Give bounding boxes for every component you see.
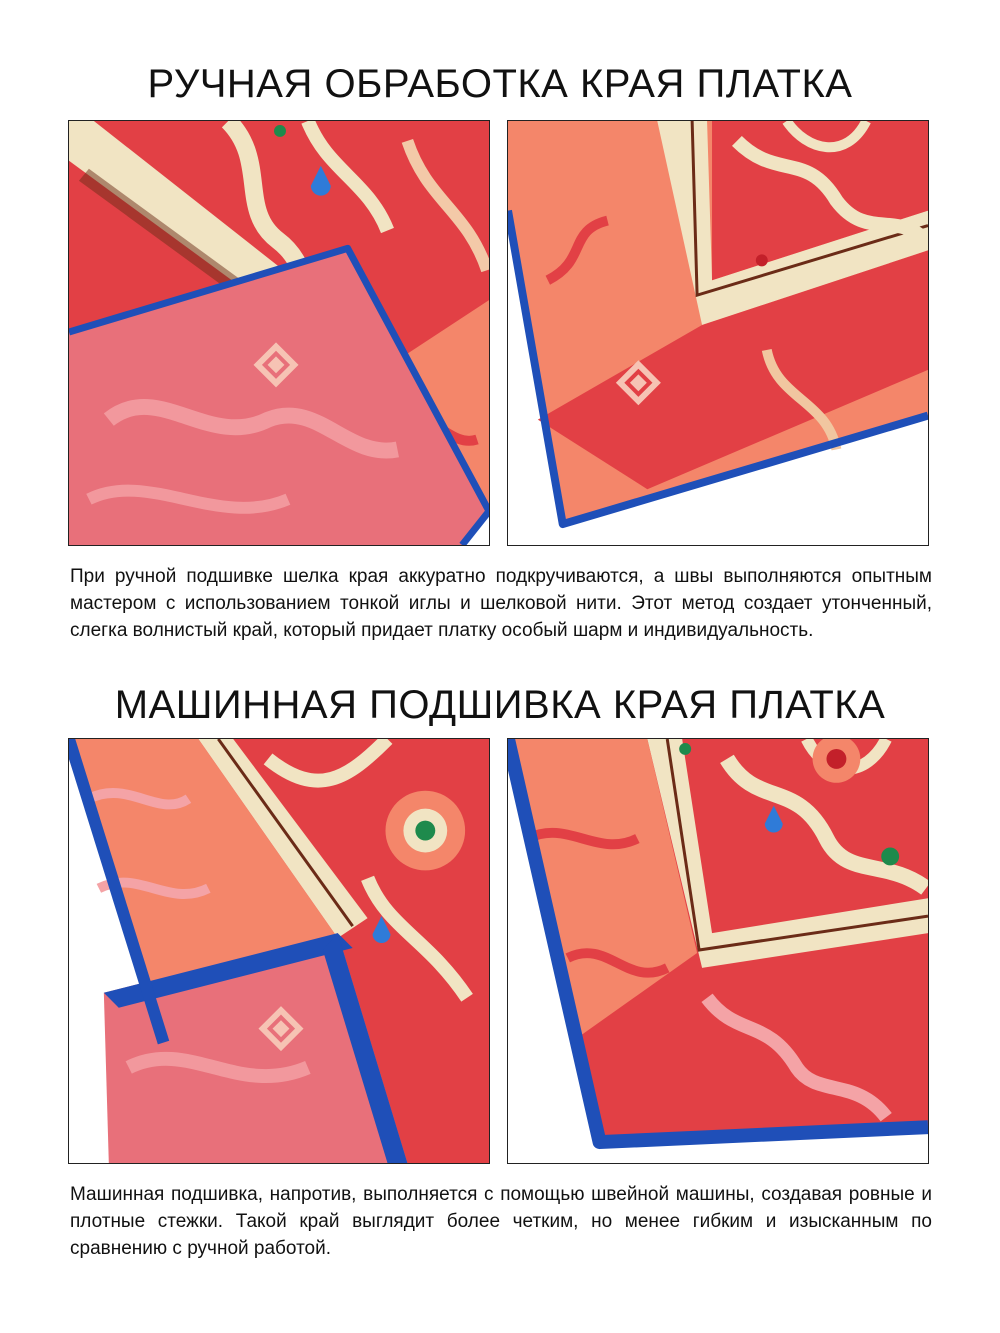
machine-hem-description: Машинная подшивка, напротив, выполняется с помощью швейной машины, создавая ровные и плотные стежки. Такой край выглядит более четким, но менее гибким и изысканным по сравнению с ручной работой. xyxy=(70,1184,932,1259)
machine-hem-folded-corner-photo xyxy=(68,738,490,1164)
hand-hem-folded-corner-photo xyxy=(68,120,490,546)
hand-hem-description: При ручной подшивке шелка края аккуратно подкручиваются, а швы выполняются опытным мастером с использованием тонкой иглы и шелковой нити. Этот метод создает утонченный, слегка волнистый край, который придает платку особый шарм и индивидуальность. xyxy=(70,566,932,641)
hand-hem-title: РУЧНАЯ ОБРАБОТКА КРАЯ ПЛАТКА xyxy=(147,62,853,106)
machine-hem-flat-corner-photo xyxy=(507,738,929,1164)
hand-hem-flat-corner-photo xyxy=(507,120,929,546)
machine-hem-title: МАШИННАЯ ПОДШИВКА КРАЯ ПЛАТКА xyxy=(114,683,886,727)
